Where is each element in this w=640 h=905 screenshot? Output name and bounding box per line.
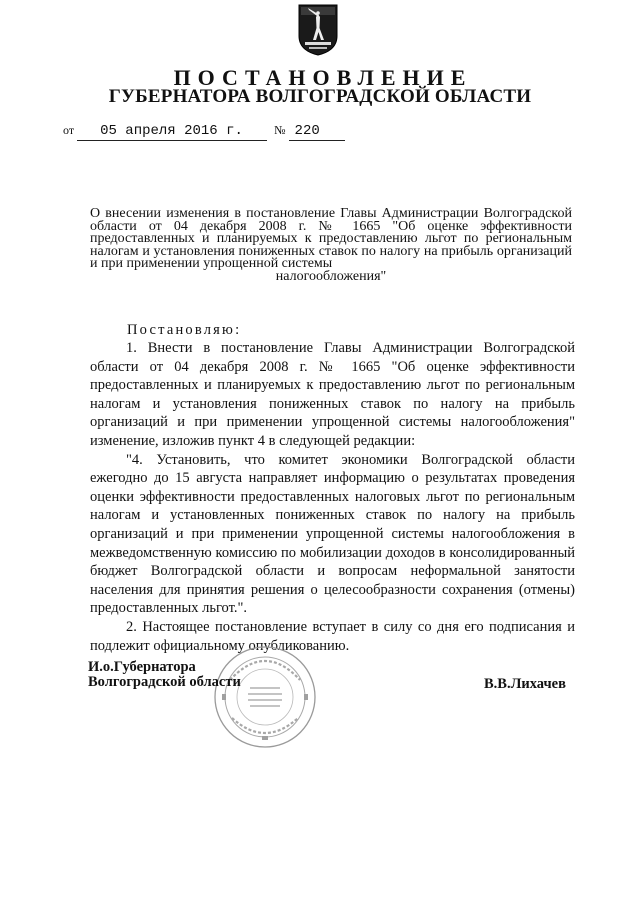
signer-position-line1: И.о.Губернатора: [88, 659, 196, 675]
signer-name: В.В.Лихачев: [484, 676, 566, 692]
volgograd-coat-of-arms-icon: [297, 4, 339, 56]
document-date: 05 апреля 2016 г.: [77, 123, 267, 141]
body-paragraph-2: "4. Установить, что комитет экономики Волгоградской области ежегодно до 15 августа направляет информацию о результатах проведения оценки эффективности предоставленных налоговых льгот по региональным налогам и установленных пониженных ставок по налогу на прибыль организаций и при применении упрощенной системы налогообложения в межведомственную комиссию по мобилизации доходов в консолидированный бюджет Волгоградской области и вопросам неформальной занятости населения для принятия решения о целесообразности сохранения (отмены) предоставленных льгот.".: [90, 451, 575, 617]
body-paragraph-1: 1. Внести в постановление Главы Администрации Волгоградской области от 04 декабря 2008 г. № 1665 "Об оценке эффективности предоставленных и планируемых к предоставлению льгот по региональным налогам и установления пониженных ставок по налогу на прибыль организаций и при применении упрощенной системы налогообложения" изменение, изложив пункт 4 в следующей редакции:: [90, 340, 575, 449]
body-paragraph-3: 2. Настоящее постановление вступает в силу со дня его подписания и подлежит официальному опубликованию.: [90, 618, 575, 654]
subject-text: О внесении изменения в постановление Главы Администрации Волгоградской области от 04 декабря 2008 г. № 1665 "Об оценке эффективности предоставленных и планируемых к предоставлению льгот по региональным налогам и установления пониженных ставок по налогу на прибыль организаций и при применении упрощенной системы: [90, 206, 572, 271]
registration-line: [63, 123, 345, 141]
subject-last-line: налогообложения": [275, 268, 387, 284]
document-subject: [90, 208, 572, 283]
signer-position: [88, 660, 241, 690]
date-from-label: от: [63, 123, 75, 137]
document-issuer: ГУБЕРНАТОРА ВОЛГОГРАДСКОЙ ОБЛАСТИ: [108, 86, 532, 107]
document-number: 220: [289, 123, 345, 141]
number-sign: №: [274, 123, 286, 137]
document-body: [90, 339, 575, 655]
signer-position-line2: Волгоградской области: [88, 674, 241, 690]
resolve-word: Постановляю:: [127, 322, 242, 338]
document-title: ПОСТАНОВЛЕНИЕ: [173, 65, 473, 90]
